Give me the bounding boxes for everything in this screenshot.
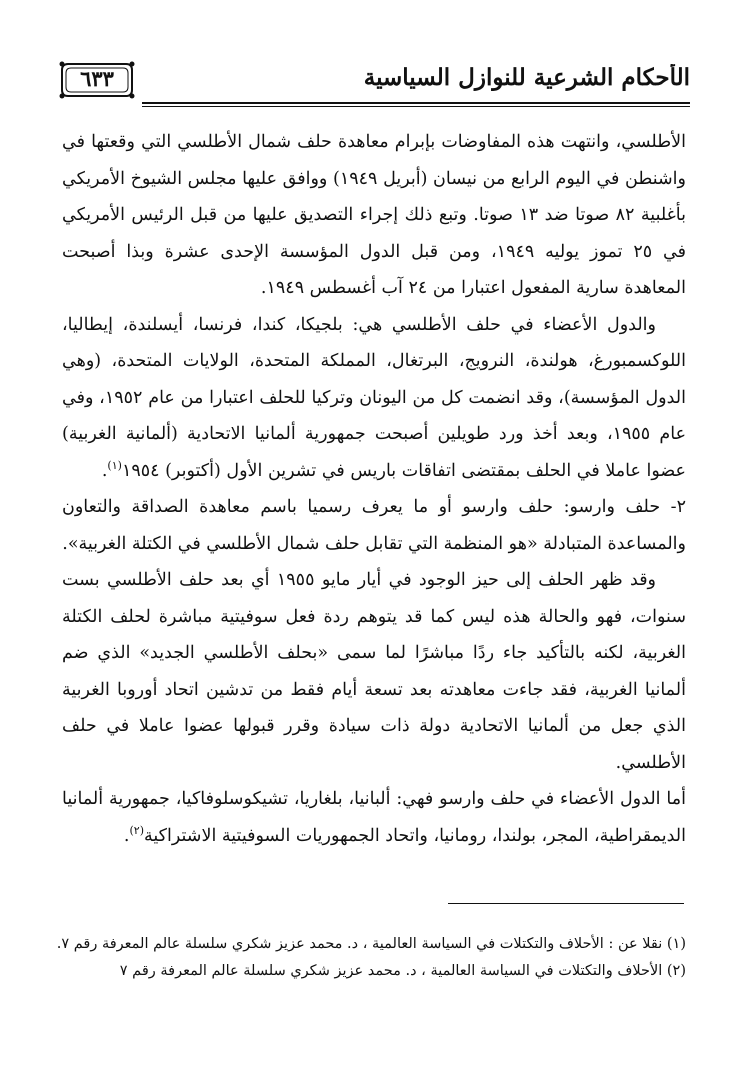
footnote-separator [448,903,684,904]
page-header [58,56,690,108]
paragraph: والدول الأعضاء في حلف الأطلسي هي: بلجيكا، كندا، فرنسا، أيسلندة، إيطاليا، اللوكسمبورغ، هولندة، النرويج، البرتغال، المملكة المتحدة، الولايات المتحدة، (وهي الدول المؤسسة)، وقد انضمت كل من اليونان وتركيا للحلف اعتبارا من عام ١٩٥٢، وفي عام ١٩٥٥، وبعد أخذ ورد طويلين أصبحت جمهورية ألمانيا الاتحادية (ألمانية الغربية) عضوا عاملا في الحلف بمقتضى اتفاقات باريس في تشرين الأول (أكتوبر) ١٩٥٤$^{(١)}$. [62,314,687,481]
footnote: (٢) الأحلاف والتكتلات في السياسة العالمية ، د. محمد عزيز شكري سلسلة عالم المعرفة رقم ٧ [119,963,686,979]
header-rule-thin [142,106,690,107]
footnote-reference: (٢) [129,823,145,837]
main-text [62,124,686,854]
paragraph: أما الدول الأعضاء في حلف وارسو فهي: ألبانيا، بلغاريا، تشيكوسلوفاكيا، جمهورية ألمانيا الديمقراطية، المجر، بولندا، رومانيا، واتحاد الجمهوريات السوفيتية الاشتراكية$^{(٢)}$. [62,789,686,846]
page-number: ٦٣٣ [80,66,114,91]
paragraph: وقد ظهر الحلف إلى حيز الوجود في أيار مايو ١٩٥٥ أي بعد حلف الأطلسي بست سنوات، فهو والحالة هذه ليس كما قد يتوهم ردة فعل سوفيتية مباشرة لحلف الكتلة الغربية، لكنه بالتأكيد جاء ردًا مباشرًا لما سمى «بحلف الأطلسي الجديد» الذي ضم ألمانيا الغربية، فقد جاءت معاهدته بعد تسعة أيام فقط من تدشين اتحاد أوروبا الغربية الذي جعل من ألمانيا الاتحادية دولة ذات سيادة وقرر قبولها عضوا عاملا في حلف الأطلسي. [62,570,686,773]
paragraph: الأطلسي، وانتهت هذه المفاوضات بإبرام معاهدة حلف شمال الأطلسي التي وقعتها في واشنطن في اليوم الرابع من نيسان (أبريل ١٩٤٩) ووافق عليها مجلس الشيوخ الأمريكي بأغلبية ٨٢ صوتا ضد ١٣ صوتا. وتبع ذلك إجراء التصديق عليها من قبل الرئيس الأمريكي في ٢٥ تموز يوليه ١٩٤٩، ومن قبل الدول المؤسسة الإحدى عشرة وبذا أصبحت المعاهدة سارية المفعول اعتبارا من ٢٤ آب أغسطس ١٩٤٩. [62,132,687,298]
header-rule [142,102,690,104]
running-title: الأحكام الشرعية للنوازل السياسية [363,64,690,91]
page-number-badge [58,60,136,100]
footnote-reference: (١) [107,458,122,472]
footnotes [56,931,686,985]
paragraph: ٢- حلف وارسو: حلف وارسو أو ما يعرف رسميا باسم معاهدة الصداقة والتعاون والمساعدة المتبادلة «هو المنظمة التي تقابل حلف شمال الأطلسي في الكتلة الغربية». [62,497,686,554]
footnote: (١) نقلا عن : الأحلاف والتكتلات في السياسة العالمية ، د. محمد عزيز شكري سلسلة عالم المعرفة رقم ٧. [56,936,686,952]
